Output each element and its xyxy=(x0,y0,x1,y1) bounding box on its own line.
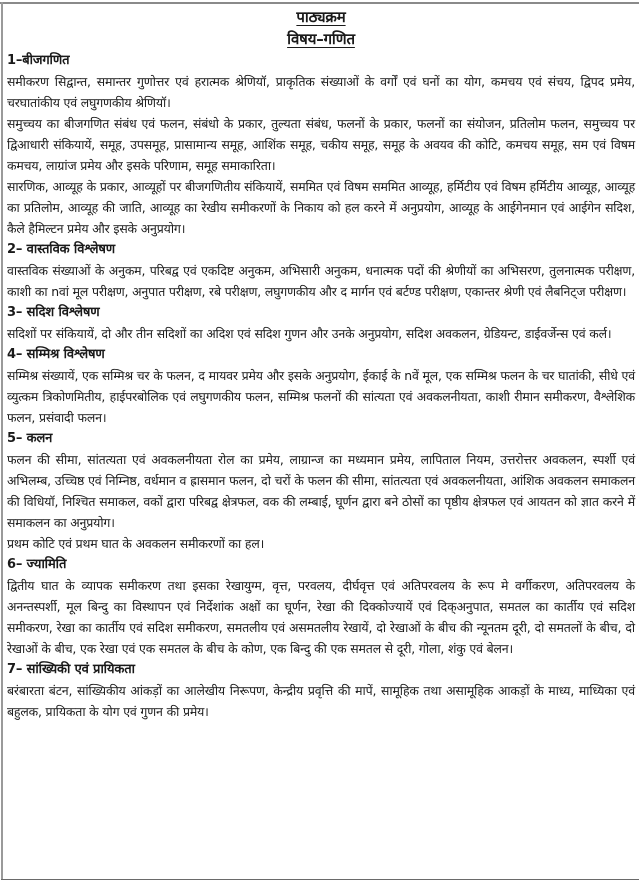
section-algebra xyxy=(7,50,635,239)
section-paragraph: बरंबारता बंटन, सांख्यिकीय आंकड़ों का आलेखीय निरूपण, केन्द्रीय प्रवृत्ति की मापें, सामूहिक तथा असामूहिक आकड़ों के माध्य, माध्यिका एवं बहुलक, प्रायिकता के योग एवं गुणन की प्रमेय। xyxy=(7,683,635,719)
section-heading: 6– ज्यामिति xyxy=(7,557,67,572)
section-paragraph: प्रथम कोटि एवं प्रथम घात के अवकलन समीकरणों का हल। xyxy=(7,536,265,551)
section-calculus xyxy=(7,428,635,554)
section-paragraph: फलन की सीमा, सांतत्यता एवं अवकलनीयता रोल का प्रमेय, लाग्रान्ज का मध्यमान प्रमेय, लापिताल नियम, उत्तरोत्तर अवकलन, स्पर्शी एवं अभिलम्ब, उच्चिष्ठ एवं निम्निष्ठ, वर्धमान व ह्रासमान फलन, दो चरों के फलन की सीमा, सांतत्यता एवं अवकलनीयता, आंशिक अवकलन समाकलन की विधियॉ, निश्चित समाकल, वकों द्वारा परिबद्व क्षेत्रफल, वक की लम्बाई, घूर्णन द्वारा बने ठोसों का पृष्ठीय क्षेत्रफल एवं आयतन को ज्ञात करने में समाकलन का अनुप्रयोग। xyxy=(7,452,635,530)
section-paragraph: समीकरण सिद्वान्त, समान्तर गुणोत्तर एवं हरात्मक श्रेणियॉ, प्राकृतिक संख्याओं के वर्गों एवं घनों का योग, कमचय एवं संचय, द्विपद प्रमेय, चरघातांकीय एवं लघुगणकीय श्रेणियॉ। xyxy=(7,74,635,110)
section-real-analysis xyxy=(7,239,635,302)
document-subtitle: विषय–गणित xyxy=(287,30,355,48)
syllabus-document xyxy=(7,6,635,722)
bottom-rule xyxy=(1,879,639,880)
section-paragraph: वास्तविक संख्याओं के अनुकम, परिबद्व एवं एकदिष्ट अनुकम, अभिसारी अनुकम, धनात्मक पदों की श्रेणीयों का अभिसरण, तुलनात्मक परीक्षण, काशी का nवां मूल परीक्षण, अनुपात परीक्षण, रबे परीक्षण, लघुगणकीय और द मार्गन एवं बर्टण्ड परीक्षण, एकान्तर श्रेणी एवं लैबनिट्ज परीक्षण। xyxy=(7,263,635,299)
left-border xyxy=(1,2,3,880)
top-border xyxy=(0,2,639,4)
section-heading: 5– कलन xyxy=(7,431,53,446)
section-paragraph: सम्मिश्र संख्यायें, एक सम्मिश्र चर के फलन, द मायवर प्रमेय और इसके अनुप्रयोग, ईकाई के nवें मूल, एक सम्मिश्र फलन के चर घातांकी, सीधे एवं व्युत्कम त्रिकोणमितीय, हाईपरबोलिक एवं लघुगणकीय फलन, सम्मिश्र फलनों की सांत्यता एवं अवकलनीयता, काशी रीमान समीकरण, वैश्लेशिक फलन, प्रसंवादी फलन। xyxy=(7,368,635,425)
section-paragraph: द्वितीय घात के व्यापक समीकरण तथा इसका रेखायुग्म, वृत्त, परवलय, दीर्घवृत्त एवं अतिपरवलय के रूप मे वर्गीकरण, अतिपरवलय के अनन्तस्पर्शी, मूल बिन्दु का विस्थापन एवं निर्देशांक अक्षों का घूर्णन, रेखा की दिक्कोज्यायें एवं दिक्अनुपात, समतल का कार्तीय एवं सदिश समीकरण, रेखा का कार्तीय एवं सदिश समीकरण, समतलीय एवं असमतलीय रेखायें, दो रेखाओं के बीच की न्यूनतम दूरी, दो समतलों के बीच, दो रेखाओं के बीच, एक रेखा एवं एक समतल के बीच के कोण, एक बिन्दु की एक समतल से दूरी, गोला, शंकु एवं बेलन। xyxy=(7,578,635,656)
section-heading: 7– सांख्यिकी एवं प्रायिकता xyxy=(7,662,135,677)
section-geometry xyxy=(7,554,635,659)
section-statistics-probability xyxy=(7,659,635,722)
section-vector-analysis xyxy=(7,302,635,344)
section-complex-analysis xyxy=(7,344,635,428)
section-heading: 1–बीजगणित xyxy=(7,53,70,68)
section-heading: 4– सम्मिश्र विश्लेषण xyxy=(7,347,105,362)
section-paragraph: सारणिक, आव्यूह के प्रकार, आव्यूहों पर बीजगणितीय संकियायें, सममित एवं विषम सममित आव्यूह, हर्मिटीय एवं विषम हर्मिटीय आव्यूह, आव्यूह का प्रतिलोम, आव्यूह की जाति, आव्यूह का रेखीय समीकरणों के निकाय को हल करने में अनुप्रयोग, आव्यूह के आईगेनमान एवं आईगेन सदिश, कैले हैमिल्टन प्रमेय और इसके अनुप्रयोग। xyxy=(7,179,635,236)
section-paragraph: समुच्चय का बीजगणित संबंध एवं फलन, संबंधो के प्रकार, तुल्यता संबंध, फलनों के प्रकार, फलनों का संयोजन, प्रतिलोम फलन, समुच्चय पर द्विआधारी संकियायें, समूह, उपसमूह, प्रासामान्य समूह, आशिंक समूह, चकीय समूह, समूह के अवयव की कोटि, कमचय समूह, सम एवं विषम कमचय, लाग्रांज प्रमेय और इसके परिणाम, समूह समाकारिता। xyxy=(7,116,635,173)
section-paragraph: सदिशों पर संकियायें, दो और तीन सदिशों का अदिश एवं सदिश गुणन और उनके अनुप्रयोग, सदिश अवकलन, ग्रेडियन्ट, डाईवर्जेन्स एवं कर्ल। xyxy=(7,326,612,341)
document-title: पाठ्यक्रम xyxy=(296,8,346,26)
section-heading: 3– सदिश विश्लेषण xyxy=(7,305,100,320)
section-heading: 2– वास्तविक विश्लेषण xyxy=(7,242,115,257)
title-block xyxy=(7,6,635,50)
